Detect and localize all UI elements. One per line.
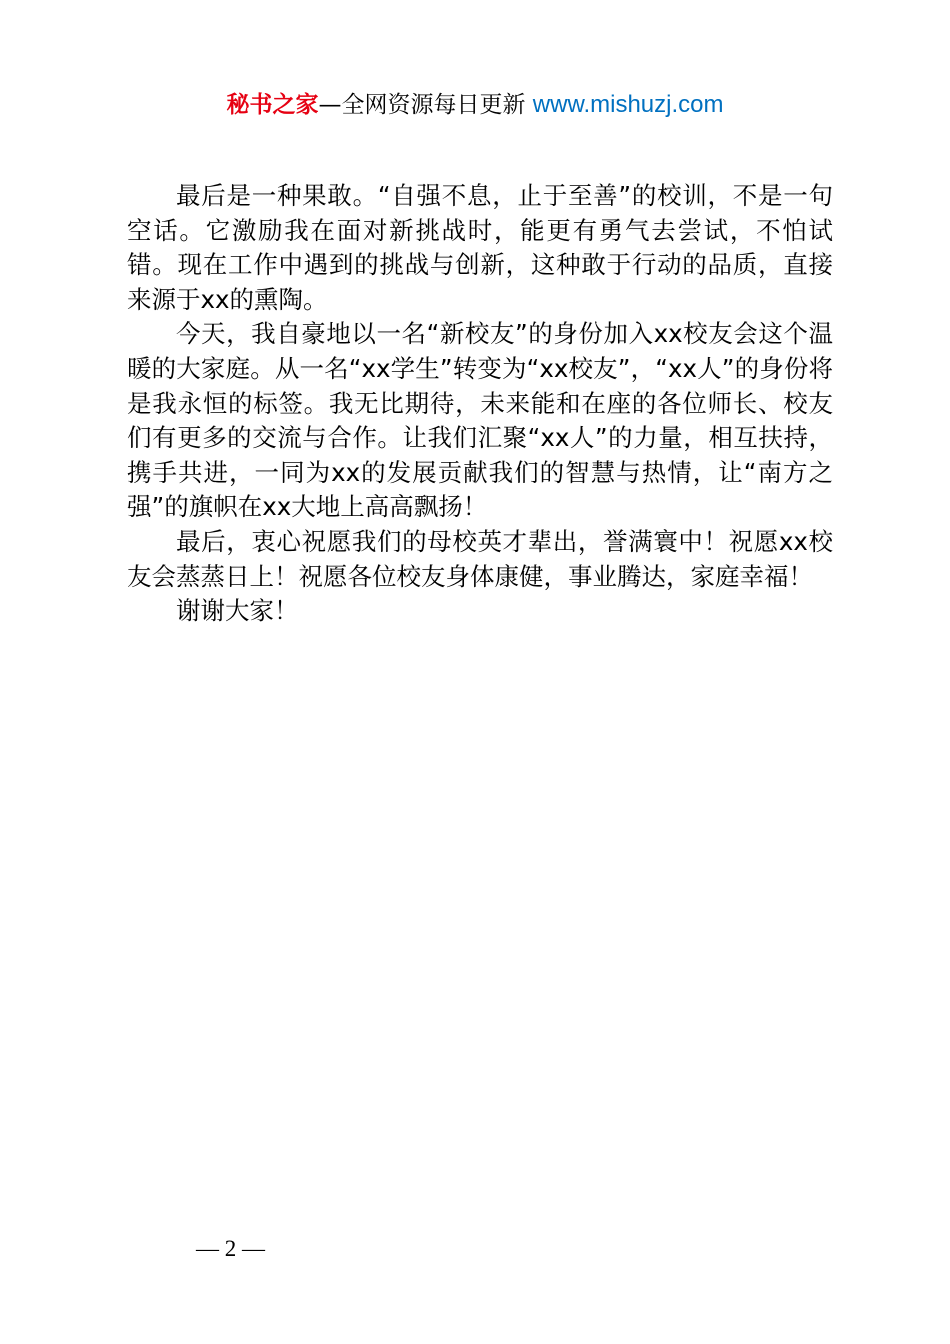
document-body bbox=[127, 179, 833, 629]
header-tagline: —全网资源每日更新 bbox=[318, 92, 526, 118]
page-header bbox=[0, 88, 950, 122]
paragraph-new-alumni: 今天，我自豪地以一名“新校友”的身份加入xx校友会这个温暖的大家庭。从一名“xx学生”转变为“xx校友”，“xx人”的身份将是我永恒的标签。我无比期待，未来能和在座的各位师长、校友们有更多的交流与合作。让我们汇聚“xx人”的力量，相互扶持，携手共进，一同为xx的发展贡献我们的智慧与热情，让“南方之强”的旗帜在xx大地上高高飘扬！ bbox=[127, 319, 833, 522]
paragraph-wishes: 最后，衷心祝愿我们的母校英才辈出，誉满寰中！祝愿xx校友会蒸蒸日上！祝愿各位校友身体康健，事业腾达，家庭幸福！ bbox=[127, 526, 833, 591]
page-number: — 2 — bbox=[196, 1236, 265, 1261]
site-url-link[interactable]: www.mishuzj.com bbox=[532, 91, 724, 118]
paragraph-thanks: 谢谢大家！ bbox=[176, 596, 299, 626]
brand-name: 秘书之家 bbox=[226, 92, 319, 118]
paragraph-courage: 最后是一种果敢。“自强不息，止于至善”的校训，不是一句空话。它激励我在面对新挑战时，能更有勇气去尝试，不怕试错。现在工作中遇到的挑战与创新，这种敢于行动的品质，直接来源于xx的熏陶。 bbox=[127, 181, 833, 314]
